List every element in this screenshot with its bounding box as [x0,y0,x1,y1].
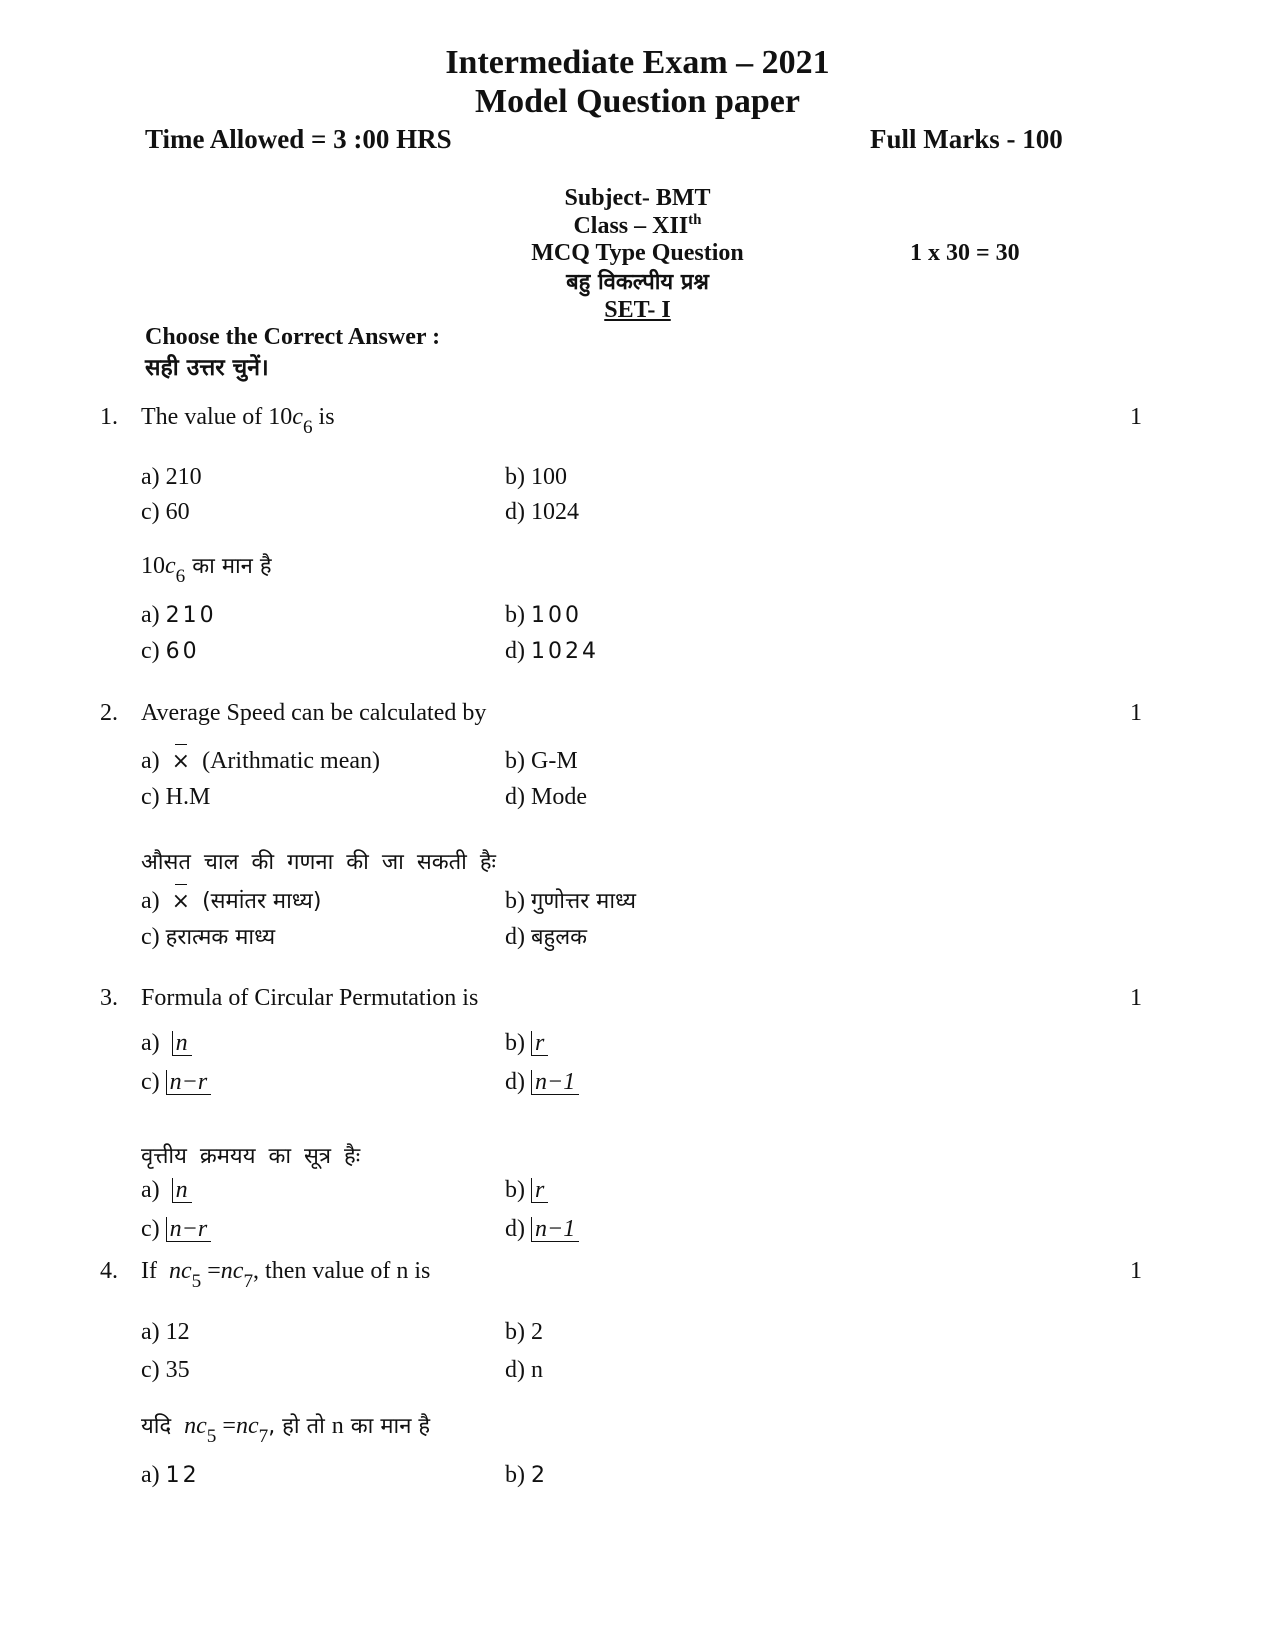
factorial-n-minus-1-hindi: n−1 [531,1217,579,1242]
q4-hi-pre: यदि [141,1414,179,1439]
q3-a-label: a) [141,1030,160,1056]
q4-hi-b-value: 2 [531,1463,548,1488]
q2-hi-option-c [141,921,275,951]
q2-option-c: c) H.M [141,784,211,810]
q3-text: Formula of Circular Permutation is [141,985,479,1011]
q1-text-hindi [141,550,272,587]
q2-option-d: d) Mode [505,784,587,810]
q3-option-d [505,1069,579,1096]
q3-option-c [141,1069,211,1096]
q2-mark: 1 [1130,700,1142,726]
q4-n1: n [168,1258,181,1284]
q4-hi-option-a [141,1462,200,1489]
class-sup: th [688,212,702,228]
q3-c-label: c) [141,1069,160,1095]
q4-hi-n: n [331,1413,344,1439]
time-allowed: Time Allowed = 3 :00 HRS [145,124,452,154]
q3-hi-option-d [505,1216,579,1243]
q4-hi-n2: n [235,1413,248,1439]
full-marks: Full Marks - 100 [870,124,1063,154]
q3-option-b [505,1030,548,1057]
q2-hi-a-text: (समांतर माध्य) [202,889,322,914]
q1-sub: 6 [302,416,313,438]
q1-base: 10 [268,404,293,430]
q4-option-c: c) 35 [141,1357,190,1383]
q4-c1: c [180,1258,192,1284]
q2-option-a [141,748,380,775]
q4-hi-a-label: a) [141,1462,160,1488]
q2-hi-option-d [505,921,587,951]
q1-pre: The value of [141,404,269,430]
q3-option-a [141,1030,192,1057]
q3-hi-option-b [505,1177,548,1204]
q1-hi-a-label: a) [141,602,160,628]
factorial-n-minus-r-hindi: n−r [166,1217,212,1242]
subject: Subject- BMT [564,185,711,211]
q1-hi-sub: 6 [175,565,186,587]
set-label: SET- I [604,297,671,323]
q4-hi-post1: , हो तो [268,1414,332,1439]
q1-option-d: d) 1024 [505,499,579,525]
q1-c: c [292,404,303,430]
class-text: Class – XII [573,213,689,239]
factorial-n: n [172,1031,192,1056]
q2-hi-d-text: बहुलक [531,925,588,950]
q1-hi-option-b [505,602,582,629]
factorial-n-minus-1: n−1 [531,1070,579,1095]
q1-hi-b-label: b) [505,602,525,628]
q3-hi-b-label: b) [505,1177,525,1203]
q3-hi-option-c [141,1216,211,1243]
q1-number: 1. [100,404,118,430]
factorial-n-minus-r: n−r [166,1070,212,1095]
q2-hi-d-label: d) [505,924,525,950]
q3-hi-option-a [141,1177,192,1204]
q4-hi-n1: n [184,1413,197,1439]
q4-hi-c1: c [196,1413,207,1439]
q1-hi-option-a [141,602,217,629]
q4-hi-post2: का मान है [343,1414,431,1439]
q1-text [141,404,335,438]
q3-number: 3. [100,985,118,1011]
q1-option-a: a) 210 [141,464,202,490]
q1-hi-option-c [141,638,200,665]
q1-post: is [312,404,335,430]
q2-text-hindi: औसत चाल की गणना की जा सकती हैः [141,850,496,875]
q3-b-label: b) [505,1030,525,1056]
q4-eq: = [207,1258,221,1284]
q2-hi-c-text: हरात्मक माध्य [165,925,276,950]
q1-hi-c-label: c) [141,638,160,664]
q4-hi-s1: 5 [206,1425,217,1447]
q4-s1: 5 [191,1270,202,1292]
q4-c2: c [232,1258,244,1284]
paper-title: Model Question paper [475,83,800,120]
factorial-r-hindi: r [531,1178,548,1203]
q3-hi-a-label: a) [141,1177,160,1203]
q2-a-label: a) [141,748,160,774]
instruction-hindi: सही उत्तर चुनें। [145,355,269,381]
q1-hi-b-value: 100 [531,603,582,628]
q4-post: , then value of n is [253,1258,431,1284]
q4-hi-c2: c [247,1413,259,1439]
q4-pre: If [141,1258,163,1284]
q4-text-hindi [141,1410,431,1447]
q2-a-text: (Arithmatic mean) [202,748,381,774]
x-bar-symbol-hindi: × [171,889,191,914]
q1-hi-option-d [505,638,599,665]
marks-formula: 1 x 30 = 30 [910,240,1020,266]
q1-hi-d-label: d) [505,638,525,664]
q1-hi-d-value: 1024 [531,639,599,664]
q3-text-hindi: वृत्तीय क्रमयय का सूत्र हैः [141,1144,361,1169]
q4-option-d: d) n [505,1357,543,1383]
q1-option-b: b) 100 [505,464,567,490]
section-title-hindi: बहु विकल्पीय प्रश्न [566,270,709,295]
q4-hi-eq: = [222,1413,236,1439]
q4-hi-option-b [505,1462,548,1489]
q2-hi-b-label: b) [505,888,525,914]
q4-text [141,1258,431,1292]
x-bar-symbol: × [171,749,191,774]
q4-mark: 1 [1130,1258,1142,1284]
factorial-r: r [531,1031,548,1056]
q2-hi-option-a [141,885,321,915]
q4-hi-s2: 7 [258,1425,269,1447]
factorial-n-hindi: n [172,1178,192,1203]
instruction: Choose the Correct Answer : [145,324,441,350]
q4-option-b: b) 2 [505,1319,543,1345]
q3-hi-c-label: c) [141,1216,160,1242]
q2-hi-option-b [505,885,636,915]
q4-n2: n [220,1258,233,1284]
q1-hi-c: c [165,553,176,579]
q2-hi-a-label: a) [141,888,160,914]
q4-hi-b-label: b) [505,1462,525,1488]
q4-number: 4. [100,1258,118,1284]
class-label [0,212,1275,240]
q1-mark: 1 [1130,404,1142,430]
q1-hi-text: का मान है [185,554,272,579]
q4-option-a: a) 12 [141,1319,190,1345]
q1-hi-a-value: 210 [165,603,217,628]
q2-number: 2. [100,700,118,726]
q2-text: Average Speed can be calculated by [141,700,487,726]
q2-hi-c-label: c) [141,924,160,950]
section-title: MCQ Type Question [531,240,744,266]
q1-option-c: c) 60 [141,499,190,525]
exam-title: Intermediate Exam – 2021 [445,44,830,81]
q3-d-label: d) [505,1069,525,1095]
q3-mark: 1 [1130,985,1142,1011]
q4-s2: 7 [243,1270,254,1292]
q2-hi-b-text: गुणोत्तर माध्य [531,889,637,914]
q1-hi-base: 10 [141,553,165,579]
q3-hi-d-label: d) [505,1216,525,1242]
q4-hi-a-value: 12 [165,1463,200,1488]
q2-option-b: b) G-M [505,748,578,774]
q1-hi-c-value: 60 [165,639,200,664]
